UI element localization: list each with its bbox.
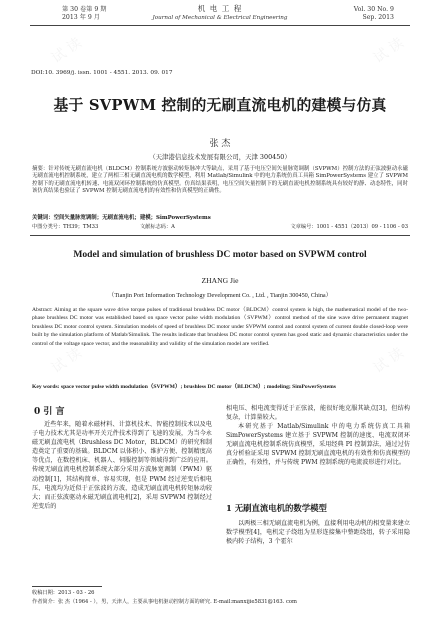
watermark: 试 读 xyxy=(48,344,85,377)
author-en: ZHANG Jie xyxy=(201,276,239,285)
affiliation-en: （Tianjin Port Information Technology Development Co. , Ltd. , Tianjin 300450, China） xyxy=(108,292,332,299)
section-1-heading: 1 无刷直流电机的数学模型 xyxy=(226,503,327,513)
footnote-rule xyxy=(32,586,102,587)
document-code: 文献标志码：A xyxy=(140,224,175,230)
intro-paragraph-right: 本研究基于 Matlab/Simulink 中的电力系统仿真工具箱 SimPowerSystems 建立基于 SVPWM 控制的速度、电流双闭环无刷直流电机控制系统仿真模型，采用经典 PI 控制算法，通过过仿真分析验证采用 SVPWM 控制无刷直流电机的有效性和仿真模型的正确性，有效性，并与传统 PWM 控制系统的电流波形进行对比。 xyxy=(226,423,410,467)
article-number: 文章编号：1001 - 4551（2013）09 - 1106 - 03 xyxy=(290,224,408,230)
abstract-en: Abstract: Aiming at the square wave drive torque pulses of traditional brushless DC motor（BLDCM）control system is high, the mathematical model of the two-phase brushless DC motor was established based on space vector pulse width modulation（SVPWM）control method of the sine wave drive permanent magnet brushless DC motor control system. Simulation models of speed of brushless DC motor under SVPWM control and control system of current double closed-loop were built by the simulation platform of Matlab/Simulink. The results indicate that brushless DC motor control system has good static and dynamic characteristics under the control of the voltage space vector, and the reasonability and validity of the simulation model are verified. xyxy=(32,307,408,347)
watermark: 试 读 xyxy=(370,344,407,377)
journal-name-cn: 机 电 工 程 xyxy=(197,4,243,13)
intro-continuation: 相电压、相电流变得近于正弦波，能很好地克服其缺点[3]，但结构复杂，计算量较大。 xyxy=(226,405,410,422)
author-cn: 张 杰 xyxy=(209,139,231,149)
journal-volume-en: Vol. 30 No. 9 xyxy=(353,6,394,13)
journal-volume: 第 30 卷第 9 期 xyxy=(62,6,107,13)
watermark: 试 读 xyxy=(370,34,407,67)
keywords-cn: 关键词：空间矢量脉宽调制；无刷直流电机；建模；SimPowerSystems xyxy=(32,215,211,221)
section-0-heading: 0 引 言 xyxy=(34,407,65,417)
watermark: 试 读 xyxy=(48,34,85,67)
header-rule xyxy=(30,25,410,26)
affiliation-cn: （天津港信息技术发展有限公司，天津 300450） xyxy=(149,153,291,161)
journal-date: 2013 年 9 月 xyxy=(62,14,100,21)
keywords-en: Key words: space vector pulse width modulation（SVPWM）; brushless DC motor（BLDCM）; modeling; SimPowerSystems xyxy=(32,384,336,390)
section-1-paragraph: 以两极三相无刷直流电机为例，直接利用电动机的相变量来建立数学模型[4]，电机定子绕组为星形连接集中整距绕组，转子采用隐极内转子结构，3 个霍尔 xyxy=(226,520,410,546)
page-title: 基于 SVPWM 控制的无刷直流电机的建模与仿真 xyxy=(53,97,387,114)
intro-paragraph-left: 近些年来，随着永磁材料、计算机技术、智能控制技术以及电子电力技术尤其是功率开关元件技术得到了飞速的发展，为当今永磁无刷直流电机（Brushless DC Motor，BLDCM）的研究和制造奠定了重要的基础。BLDCM 以体积小、维护方便、控制精度高等优点，在数控机床、机器人、伺服控制等领域得到广泛的应用。传统无刷直流电机控制系统大部分采用方波脉宽调制（PWM）驱动控制[1]，其结构简单、容易实现，但是 PWM 经过逆变后相电压、电流均为近似于正弦波的方波，造成无刷直流电机转矩脉动较大；而正弦波驱动永磁无刷直流电机[2]，采用 SVPWM 控制经过逆变后的 xyxy=(32,421,212,510)
abstract-cn: 摘要：针对传统无刷直流电机（BLDCM）控制系统方波驱动转矩脉冲大等缺点，采用了基于电压空间矢量脉宽调制（SVPWM）控制方法的正弦波驱动永磁无刷直流电机控制系统，建立了两相三相无刷直流电机的数学模型，利用 Matlab/Simulink 中的电力系统仿真工具箱 SimPowerSystems 建立了 SVPWM 控制下的无刷直流电机转速、电流双闭环控制系统的仿真模型。仿真结果表明，电压空间矢量控制下的无刷直流电机控制系统具有较好的静、动态特性，同时该仿真结果也验证了 SVPWM 控制无刷直流电机的有效性和仿真模型的正确性。 xyxy=(32,166,408,195)
abstract-rule xyxy=(30,235,410,236)
clc-number: 中图分类号：TH39；TM33 xyxy=(32,224,99,230)
journal-date-en: Sep. 2013 xyxy=(362,14,394,21)
author-bio: 作者简介：张 杰（1964 - ），男，天津人，主要从事电机驱动控制方面的研究. E-mail:manxijie5831@163. com xyxy=(32,599,297,605)
journal-name-en: Journal of Mechanical & Electrical Engineering xyxy=(152,15,288,21)
english-title: Model and simulation of brushless DC motor based on SVPWM control xyxy=(73,249,367,260)
received-date: 收稿日期：2013 - 03 - 26 xyxy=(32,590,95,596)
doi: DOI:10. 3969/j. issn. 1001 - 4551. 2013. 09. 017 xyxy=(31,70,173,76)
